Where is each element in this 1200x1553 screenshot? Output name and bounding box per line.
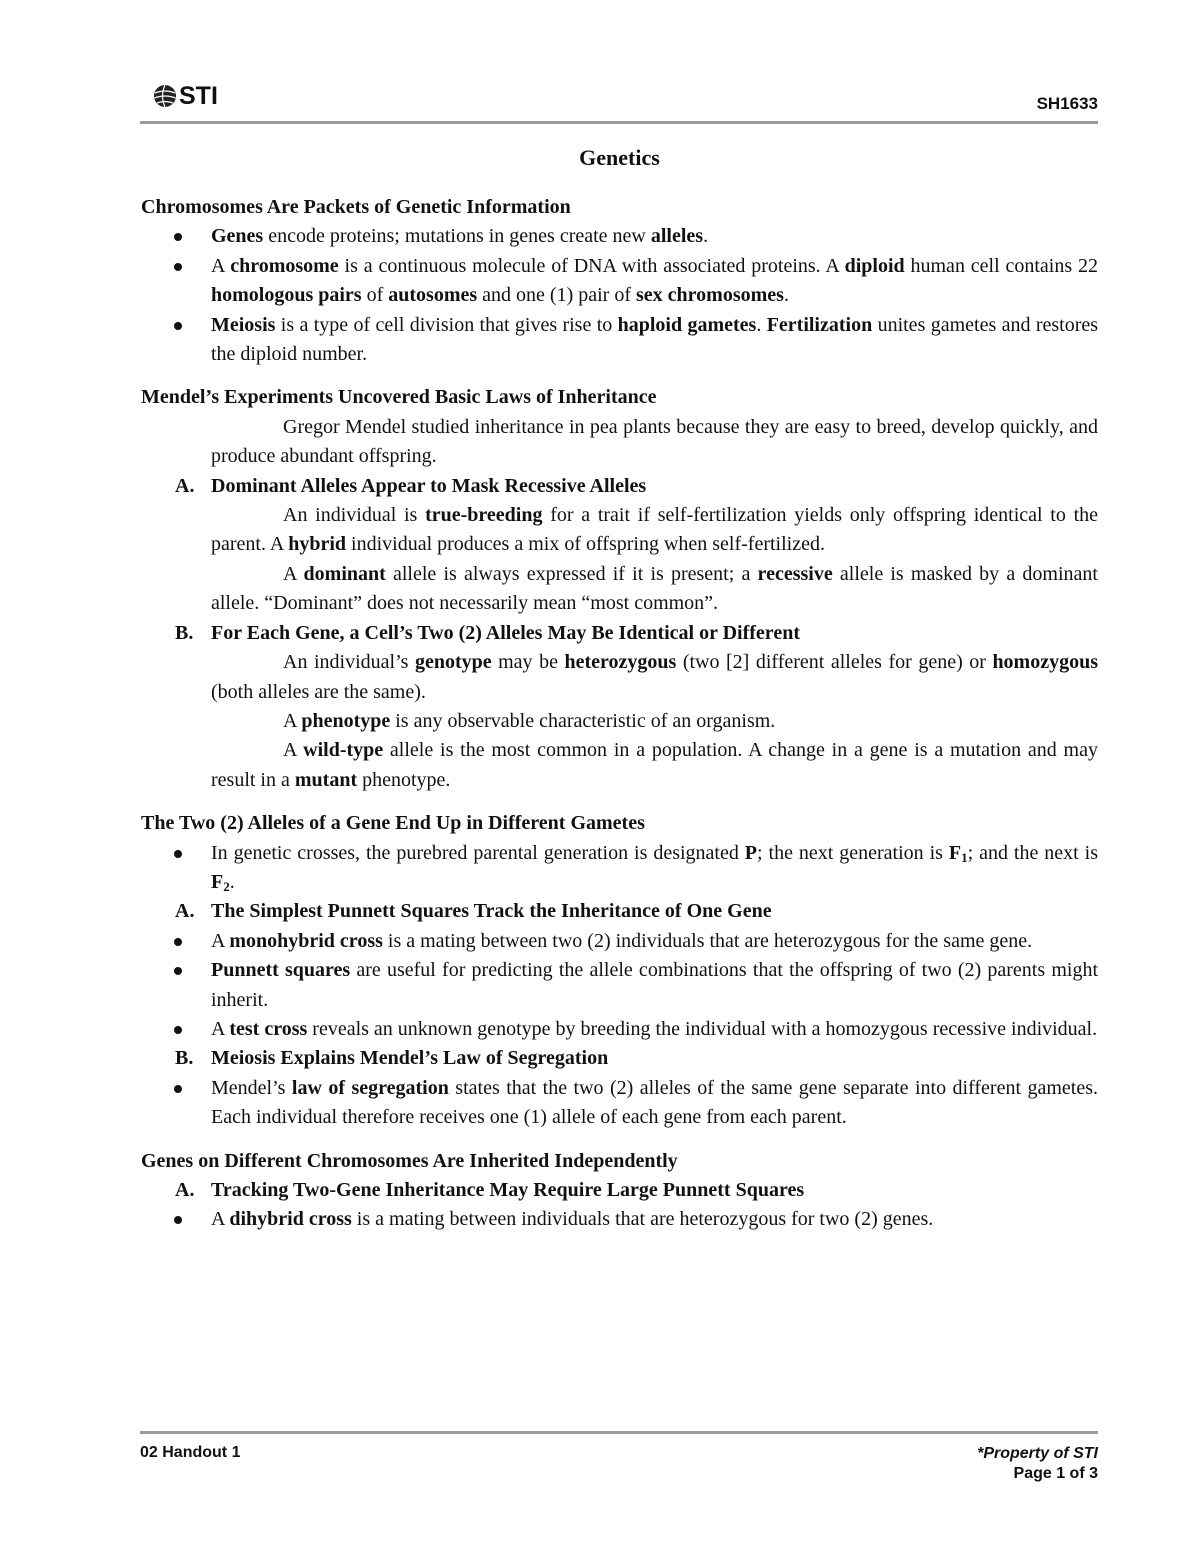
- spacer: [141, 795, 1098, 809]
- spacer: [141, 369, 1098, 383]
- text: is any observable characteristic of an organism.: [390, 709, 776, 732]
- bullet-list: [141, 927, 1098, 1045]
- logo-text: STI: [179, 81, 218, 110]
- bullet-list: [141, 222, 1098, 369]
- text: A: [211, 1017, 230, 1040]
- text: ; the next generation is: [757, 841, 949, 864]
- term: diploid: [844, 254, 905, 277]
- subsection-heading: [141, 1176, 1098, 1205]
- text: is a mating between individuals that are heterozygous for two (2) genes.: [351, 1208, 934, 1231]
- paragraph: [141, 560, 1098, 619]
- text: Mendel’s: [211, 1076, 292, 1099]
- term: homozygous: [992, 651, 1099, 674]
- bullet-list: [141, 839, 1098, 898]
- text: .: [229, 870, 235, 893]
- section-heading-chromosomes: Chromosomes Are Packets of Genetic Information: [141, 196, 571, 218]
- text: may be: [491, 651, 565, 674]
- text: Gregor Mendel studied inheritance in pea plants because they are easy to breed, develop quickly, and produce abundant offspring.: [211, 415, 1098, 468]
- subscript: 1: [961, 849, 968, 865]
- subsection-letter: B.: [175, 621, 194, 644]
- document-body: [141, 140, 1098, 1235]
- bullet-icon: [174, 850, 182, 858]
- text: is a mating between two (2) individuals that are heterozygous for the same gene.: [382, 929, 1033, 952]
- text: A: [211, 1208, 230, 1231]
- term: hybrid: [288, 533, 347, 556]
- globe-icon: [152, 83, 178, 109]
- bullet-icon: [174, 1216, 182, 1224]
- term: phenotype: [301, 709, 391, 732]
- spacer: [141, 1133, 1098, 1147]
- term: recessive: [757, 562, 833, 585]
- bullet-icon: [174, 233, 182, 241]
- subsection-letter: A.: [175, 900, 195, 923]
- paragraph: [141, 707, 1098, 736]
- paragraph: [141, 736, 1098, 795]
- subscript: 2: [223, 878, 230, 894]
- text: is a type of cell division that gives rise to: [275, 313, 618, 336]
- text: allele is masked by a dominant allele. “Dominant” does not necessarily mean “most common”.: [211, 562, 1098, 615]
- list-item: [141, 1074, 1098, 1133]
- term: wild-type: [303, 739, 384, 762]
- subsection-title: Tracking Two-Gene Inheritance May Require Large Punnett Squares: [211, 1179, 805, 1201]
- term: heterozygous: [564, 651, 677, 674]
- list-item: [141, 1015, 1098, 1044]
- text: A: [283, 562, 304, 585]
- text: (two [2] different alleles for gene) or: [676, 651, 993, 674]
- list-item: [141, 222, 1098, 251]
- text: allele is the most common in a population. A change in a gene is a mutation and may result in a: [211, 739, 1098, 791]
- text: A: [211, 254, 231, 277]
- bullet-icon: [174, 263, 182, 271]
- term: mutant: [294, 768, 358, 791]
- bullet-icon: [174, 1026, 182, 1034]
- bullet-icon: [174, 322, 182, 330]
- text: reveals an unknown genotype by breeding the individual with a homozygous recessive individual.: [307, 1017, 1098, 1040]
- section-heading-independent: Genes on Different Chromosomes Are Inherited Independently: [141, 1149, 678, 1172]
- section-heading-alleles: The Two (2) Alleles of a Gene End Up in Different Gametes: [141, 812, 645, 835]
- list-item: [141, 956, 1098, 1015]
- text: In genetic crosses, the purebred parental generation is designated: [211, 841, 745, 864]
- list-item: [141, 839, 1098, 898]
- text: .: [783, 284, 789, 307]
- subsection-heading: [141, 1044, 1098, 1073]
- term: dominant: [303, 562, 386, 585]
- text: of: [361, 284, 389, 307]
- term: [949, 842, 968, 864]
- text: A: [283, 739, 304, 762]
- paragraph: [141, 648, 1098, 707]
- term: dihybrid cross: [229, 1208, 352, 1231]
- footer-divider: [140, 1431, 1098, 1434]
- list-item: [141, 252, 1098, 311]
- text: phenotype.: [357, 768, 451, 791]
- handout-label: 02 Handout 1: [140, 1444, 241, 1461]
- term: Fertilization: [766, 313, 873, 336]
- text: are useful for predicting the allele combinations that the offspring of two (2) parents might inherit.: [211, 959, 1098, 1011]
- page-title: Genetics: [579, 145, 660, 170]
- term-letter: F: [211, 870, 224, 893]
- text: An individual is: [283, 504, 426, 527]
- term: true-breeding: [425, 504, 543, 527]
- text: for a trait if self-fertilization yields only offspring identical to the parent. A: [211, 504, 1098, 556]
- text: A: [211, 929, 230, 952]
- text: allele is always expressed if it is present; a: [385, 562, 758, 585]
- text: encode proteins; mutations in genes create new: [263, 225, 651, 248]
- term: sex chromosomes: [635, 284, 784, 307]
- text: unites gametes and restores the diploid number.: [211, 313, 1099, 366]
- term: Meiosis: [211, 313, 276, 336]
- subsection-letter: B.: [175, 1047, 194, 1070]
- term: P: [744, 841, 758, 864]
- subsection-heading: [141, 619, 1098, 648]
- term: law of segregation: [291, 1076, 449, 1099]
- term: genotype: [414, 651, 492, 674]
- text: (both alleles are the same).: [211, 680, 426, 703]
- term: haploid gametes: [617, 313, 757, 336]
- term: monohybrid cross: [229, 929, 383, 952]
- subsection-title: Dominant Alleles Appear to Mask Recessive Alleles: [211, 474, 647, 497]
- section-heading-mendel: Mendel’s Experiments Uncovered Basic Laws of Inheritance: [141, 386, 657, 409]
- term: autosomes: [388, 284, 478, 307]
- document-code: SH1633: [1036, 94, 1098, 113]
- footer-right: [977, 1444, 1098, 1484]
- header-divider: [140, 121, 1098, 124]
- text: A: [283, 709, 302, 732]
- bullet-list: [141, 1074, 1098, 1133]
- bullet-list: [141, 1205, 1098, 1234]
- subsection-title: The Simplest Punnett Squares Track the Inheritance of One Gene: [211, 900, 772, 923]
- bullet-icon: [174, 1085, 182, 1093]
- text: .: [703, 225, 709, 248]
- term: [211, 871, 230, 893]
- subsection-letter: A.: [175, 1179, 195, 1201]
- list-item: [141, 1205, 1098, 1234]
- term: alleles: [650, 225, 704, 248]
- list-item: [141, 927, 1098, 956]
- subsection-heading: [141, 472, 1098, 501]
- text: and one (1) pair of: [477, 284, 636, 307]
- text: An individual’s: [283, 651, 415, 674]
- bullet-icon: [174, 967, 182, 975]
- subsection-title: Meiosis Explains Mendel’s Law of Segregation: [211, 1047, 609, 1070]
- paragraph: [141, 501, 1098, 560]
- subsection-title: For Each Gene, a Cell’s Two (2) Alleles May Be Identical or Different: [211, 621, 800, 644]
- page-number: Page 1 of 3: [1013, 1465, 1098, 1482]
- text: .: [756, 313, 767, 336]
- text: is a continuous molecule of DNA with associated proteins. A: [338, 254, 845, 277]
- list-item: [141, 311, 1098, 370]
- text: human cell contains 22: [904, 254, 1098, 277]
- property-notice: *Property of STI: [977, 1445, 1098, 1462]
- term: chromosome: [230, 254, 339, 277]
- sti-logo: [152, 80, 218, 112]
- text: individual produces a mix of offspring when self-fertilized.: [346, 533, 825, 556]
- term: Genes: [211, 225, 264, 248]
- text: ; and the next is: [967, 841, 1099, 864]
- term: homologous pairs: [211, 284, 362, 307]
- text: states that the two (2) alleles of the same gene separate into different gametes. Each individual therefore receives one (1) allele of each gene from each parent.: [211, 1076, 1099, 1129]
- subsection-heading: [141, 897, 1098, 926]
- term-letter: F: [948, 841, 962, 864]
- paragraph: [141, 413, 1098, 472]
- term: test cross: [229, 1017, 308, 1040]
- term: Punnett squares: [211, 959, 351, 982]
- bullet-icon: [174, 938, 182, 946]
- subsection-letter: A.: [175, 474, 195, 497]
